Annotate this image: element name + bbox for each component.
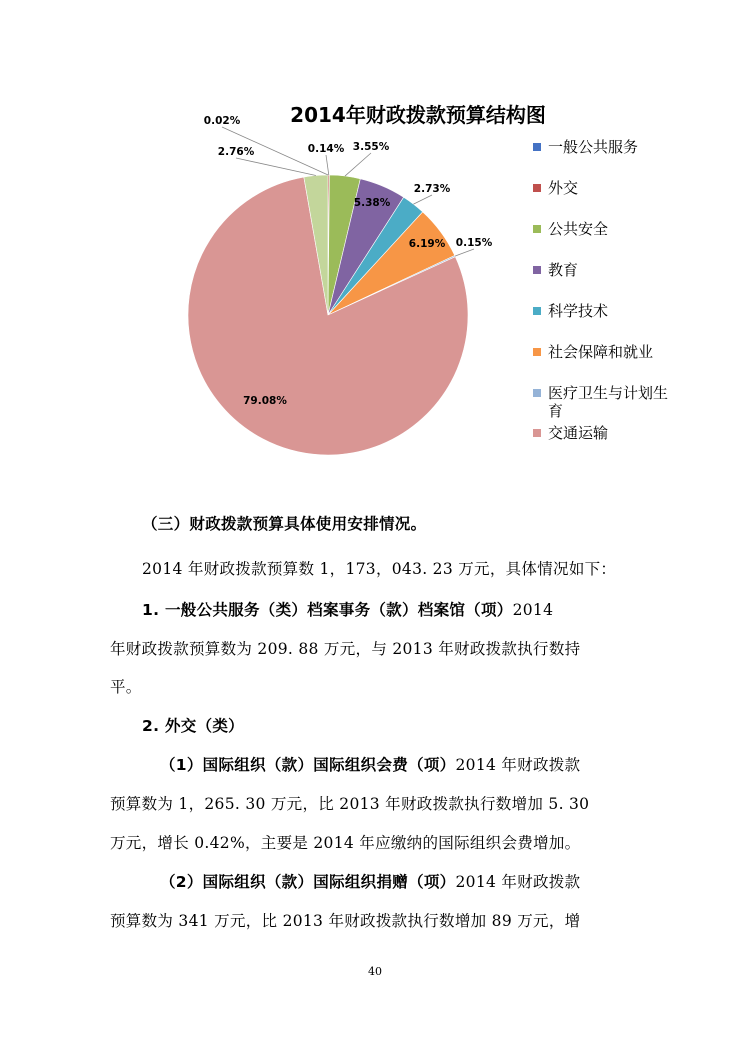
page-number: 40 xyxy=(368,965,382,978)
legend-swatch-3 xyxy=(533,266,541,274)
chart-title: 2014年财政拨款预算结构图 xyxy=(290,103,546,127)
data-label-3: 5.38% xyxy=(353,197,391,209)
legend-entry-6-line-1: 育 xyxy=(548,402,564,420)
leader-line-1 xyxy=(326,155,329,175)
section-2b-title: （2）国际组织（款）国际组织捐赠（项） xyxy=(160,873,456,891)
section-2a-text-1: 2014 年财政拨款 xyxy=(455,756,581,774)
paragraph-total: 2014 年财政拨款预算数 1，173，043. 23 万元，具体情况如下： xyxy=(142,560,617,578)
section-1-line-2: 年财政拨款预算数为 209. 88 万元，与 2013 年财政拨款执行数持 xyxy=(110,640,581,658)
legend-entry-0: 一般公共服务 xyxy=(548,138,639,156)
section-1-line-3: 平。 xyxy=(110,678,142,696)
section-2-heading: 2. 外交（类） xyxy=(142,717,244,735)
legend-entry-4: 科学技术 xyxy=(548,302,609,320)
section-heading: （三）财政拨款预算具体使用安排情况。 xyxy=(142,515,427,533)
section-2a-line-1 xyxy=(160,753,700,775)
legend-swatch-4 xyxy=(533,307,541,315)
section-2a-line-2: 预算数为 1，265. 30 万元，比 2013 年财政拨款执行数增加 5. 30 xyxy=(110,795,590,813)
data-label-5: 6.19% xyxy=(408,238,446,250)
section-1-text-1: 2014 xyxy=(512,601,554,619)
leader-line-8 xyxy=(236,158,316,176)
legend-entry-6: 医疗卫生与计划生 xyxy=(548,384,669,402)
leader-line-2 xyxy=(345,153,371,176)
section-2b-line-2: 预算数为 341 万元，比 2013 年财政拨款执行数增加 89 万元，增 xyxy=(110,912,581,930)
data-label-7: 79.08% xyxy=(243,395,287,407)
legend-entry-7: 交通运输 xyxy=(548,424,609,442)
data-label-4: 2.73% xyxy=(413,183,451,195)
legend-swatch-2 xyxy=(533,225,541,233)
section-2a-line-3: 万元，增长 0.42%，主要是 2014 年应缴纳的国际组织会费增加。 xyxy=(110,834,581,852)
legend-entry-1: 外交 xyxy=(548,179,579,197)
data-label-8: 2.76% xyxy=(217,146,255,158)
section-1-line-1 xyxy=(142,598,682,620)
legend-swatch-0 xyxy=(533,143,541,151)
data-label-2: 3.55% xyxy=(352,141,390,153)
leader-line-4 xyxy=(413,195,432,204)
legend-entry-3: 教育 xyxy=(548,261,579,279)
leader-line-6 xyxy=(455,249,474,256)
legend-entry-2: 公共安全 xyxy=(548,220,609,238)
pie-chart xyxy=(0,0,750,490)
legend-swatch-7 xyxy=(533,429,541,437)
data-label-1: 0.14% xyxy=(307,143,345,155)
legend xyxy=(533,138,668,442)
data-label-6: 0.15% xyxy=(455,237,493,249)
legend-entry-5: 社会保障和就业 xyxy=(548,343,654,361)
legend-swatch-5 xyxy=(533,348,541,356)
section-2b-text-1: 2014 年财政拨款 xyxy=(455,873,581,891)
legend-swatch-1 xyxy=(533,184,541,192)
section-2b-line-1 xyxy=(160,870,700,892)
section-2a-title: （1）国际组织（款）国际组织会费（项） xyxy=(160,756,456,774)
section-1-title: 1. 一般公共服务（类）档案事务（款）档案馆（项） xyxy=(142,601,513,619)
pie-slices xyxy=(188,175,468,455)
legend-swatch-6 xyxy=(533,389,541,397)
data-label-0: 0.02% xyxy=(203,115,241,127)
